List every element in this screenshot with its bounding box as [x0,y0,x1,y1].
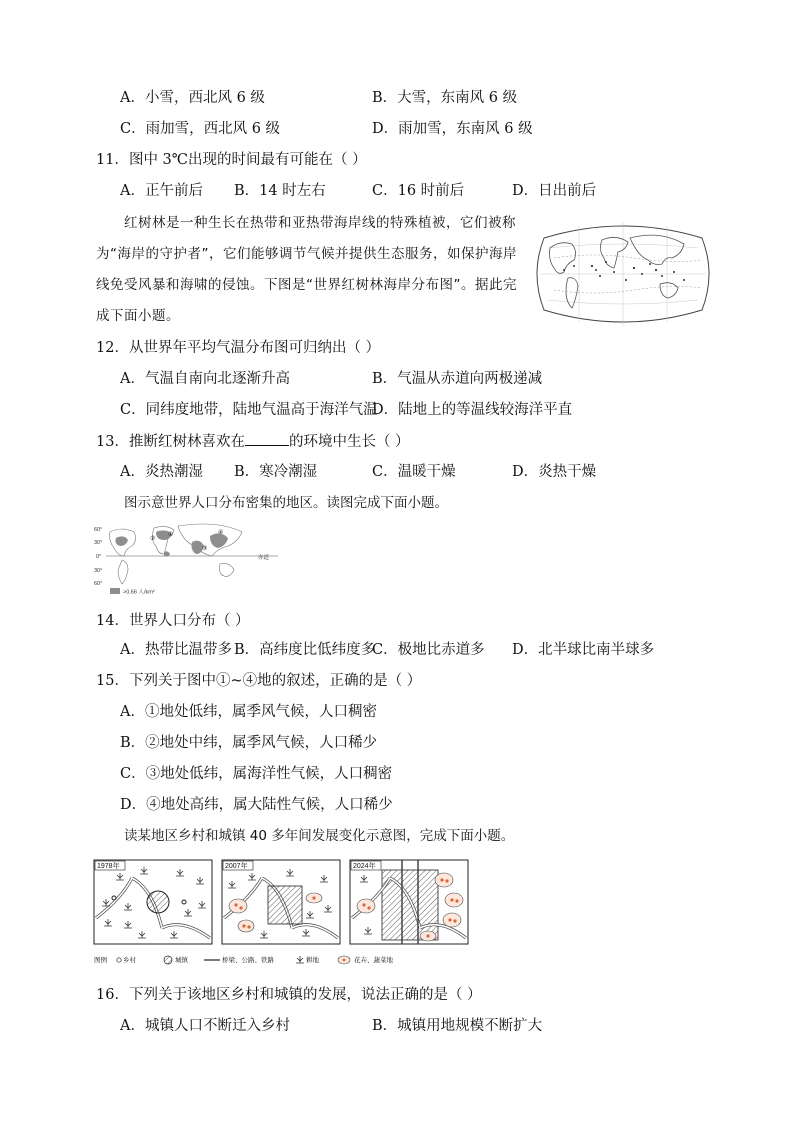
population-intro: 图示意世界人口分布密集的地区。读图完成下面小题。 [124,495,448,511]
q13-stem-post: 的环境中生长（ ） [288,434,410,450]
lat-label-60n: 60° [94,527,103,533]
mangrove-world-map [534,218,712,330]
panel-2007 [222,860,340,944]
lat-label-30n: 30° [94,540,103,546]
population-legend: >0.66 人/km² [123,589,155,596]
q16-option-a: A．城镇人口不断迁入乡村 [120,1018,290,1034]
q12-option-b: B．气温从赤道向两极递减 [372,371,543,387]
q15-stem: 15．下列关于图中①~④地的叙述，正确的是（ ） [96,673,422,689]
q14-option-b: B．高纬度比低纬度多 [234,642,376,658]
q11-option-d: D．日出前后 [512,183,597,199]
year-2024: 2024年 [353,863,376,870]
legend-town: 城镇 [175,957,188,964]
legend-farmland: 耕地 [306,957,319,964]
q14-option-d: D．北半球比南半球多 [512,642,655,658]
q11-option-c: C．16 时前后 [372,183,465,199]
population-density-map [92,522,282,598]
equator-label: 赤道 [258,555,270,561]
q12-option-a: A．气温自南向北逐渐升高 [120,371,290,387]
panel-1978 [94,860,212,944]
q13-option-a: A．炎热潮湿 [120,464,203,480]
q13-stem-pre: 13．推断红树林喜欢在 [96,434,245,450]
q13-blank [245,431,289,446]
q13-option-c: C．温暖干燥 [372,464,456,480]
q15-option-b: B．②地处中纬，属季风气候，人口稀少 [120,735,378,751]
q14-stem: 14．世界人口分布（ ） [96,613,250,629]
q15-option-a: A．①地处低纬，属季风气候，人口稠密 [120,704,377,720]
q10-option-b: B．大雪，东南风 6 级 [372,90,518,106]
marker-4: ④ [218,530,224,536]
q10-option-c: C．雨加雪，西北风 6 级 [120,121,281,137]
lat-label-0: 0° [96,554,102,560]
q12-option-c: C．同纬度地带，陆地气温高于海洋气温 [120,402,378,418]
legend-roads: 桥梁、公路、铁路 [222,957,274,964]
q11-stem: 11．图中 3℃出现的时间最有可能在（ ） [96,152,367,168]
town-intro: 读某地区乡村和城镇 40 多年间发展变化示意图，完成下面小题。 [124,828,515,844]
marker-1: ① [168,532,174,538]
lat-label-30s: 30° [94,568,103,574]
legend-village: 乡村 [123,957,136,964]
q11-option-b: B．14 时左右 [234,183,326,199]
marker-3: ③ [202,546,208,552]
q14-option-a: A．热带比温带多 [120,642,232,658]
legend-swatch [110,588,120,594]
q10-option-d: D．雨加雪，东南风 6 级 [372,121,533,137]
year-2007: 2007年 [225,863,248,870]
marker-2: ② [150,536,156,542]
q16-stem: 16．下列关于该地区乡村和城镇的发展，说法正确的是（ ） [96,987,482,1003]
q13-option-d: D．炎热干燥 [512,464,597,480]
q16-option-b: B．城镇用地规模不断扩大 [372,1018,543,1034]
town-development-diagram [92,858,472,970]
q15-option-c: C．③地处低纬，属海洋性气候，人口稠密 [120,766,393,782]
q12-stem: 12．从世界年平均气温分布图可归纳出（ ） [96,340,381,356]
q13-stem [96,431,410,452]
panel-2024 [350,860,468,944]
q13-option-b: B．寒冷潮湿 [234,464,318,480]
q14-option-c: C．极地比赤道多 [372,642,485,658]
q11-option-a: A．正午前后 [120,183,203,199]
legend-flowers: 花卉、蔬菜地 [354,957,393,964]
mangrove-passage: 红树林是一种生长在热带和亚热带海岸线的特殊植被，它们被称为“海岸的守护者”，它们能够调节气候并提供生态服务，如保护海岸线免受风暴和海啸的侵蚀。下图是“世界红树林海岸分布图”。据此完成下面小题。 [96,215,517,324]
town-legend [94,955,394,964]
q10-option-a: A．小雪，西北风 6 级 [120,90,265,106]
year-1978: 1978年 [97,863,120,870]
lat-label-60s: 60° [94,581,103,587]
q12-option-d: D．陆地上的等温线较海洋平直 [372,402,573,418]
q15-option-d: D．④地处高纬，属大陆性气候，人口稀少 [120,797,393,813]
legend-title: 图例 [94,957,107,964]
